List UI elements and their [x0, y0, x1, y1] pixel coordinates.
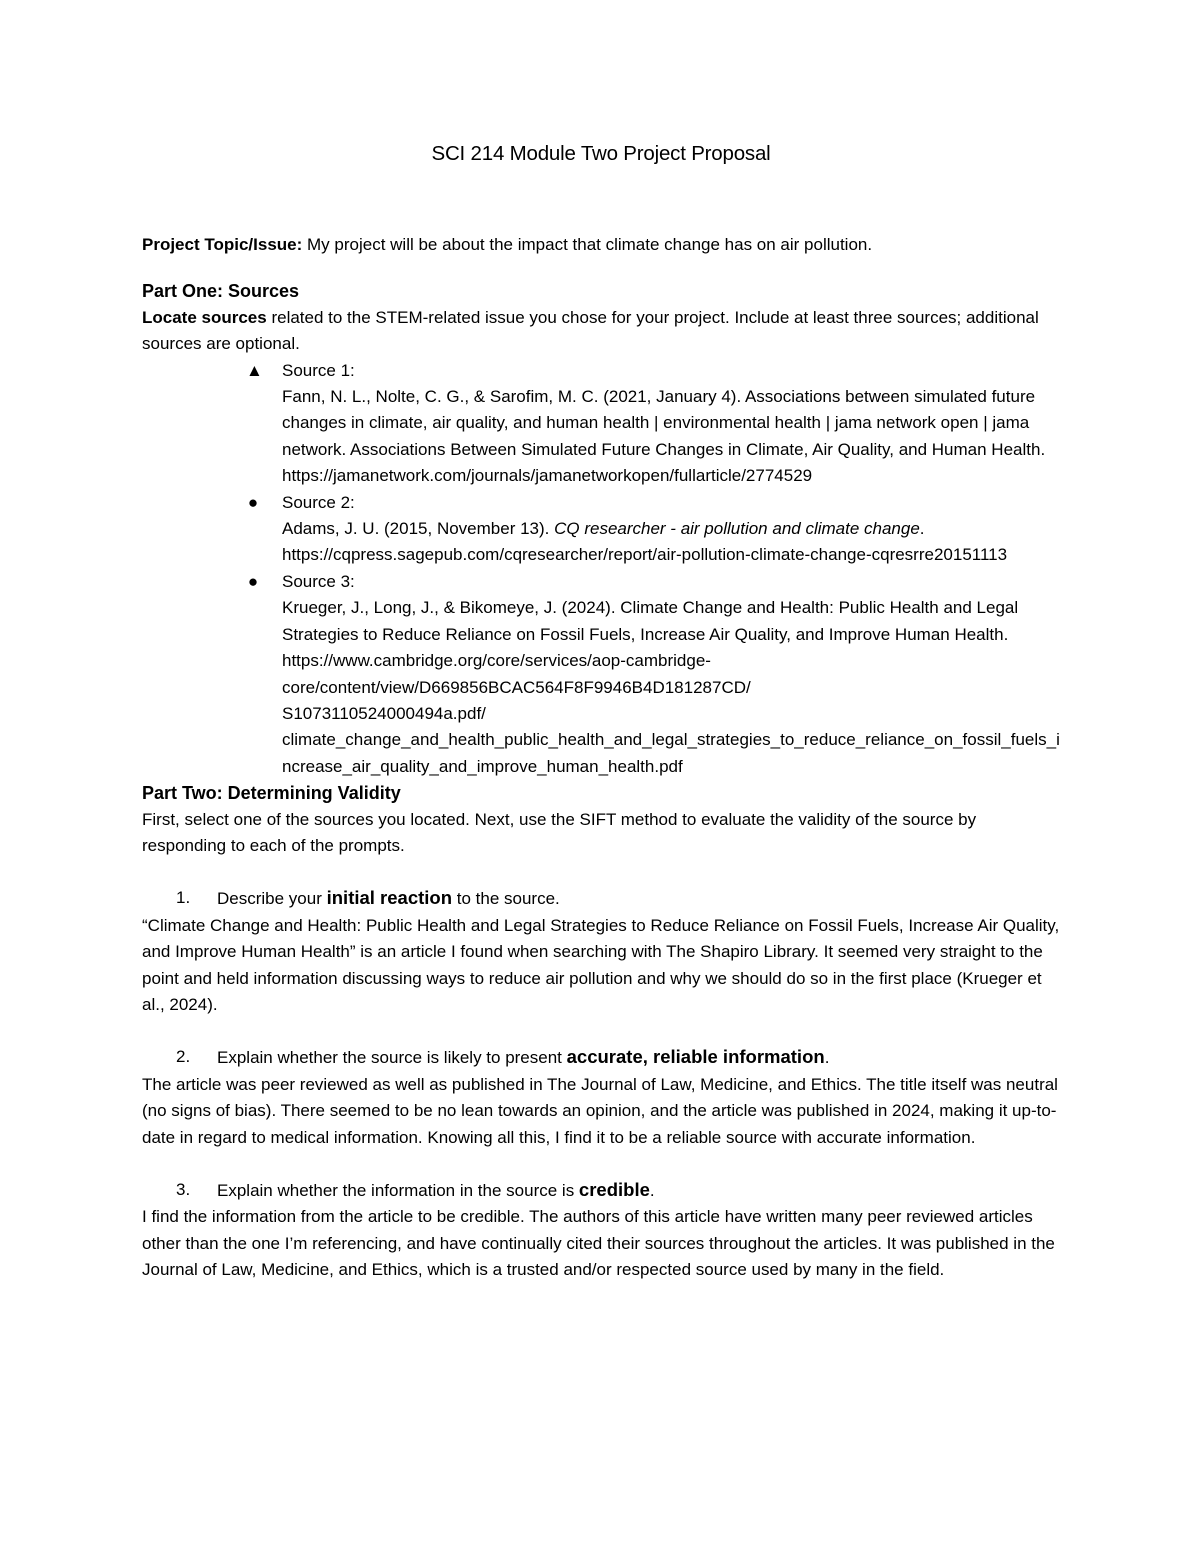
- source-item: [142, 490, 1060, 569]
- part-two-heading: Part Two: Determining Validity: [142, 783, 401, 804]
- page-title: SCI 214 Module Two Project Proposal: [431, 142, 771, 165]
- prompt-bold: initial reaction: [326, 887, 453, 909]
- citation-italic-title: CQ researcher - air pollution and climate change: [554, 519, 920, 539]
- bullet-icon: ▲: [246, 360, 263, 380]
- project-topic: [142, 232, 1060, 258]
- citation-text-end: .: [919, 519, 925, 539]
- source-url: S1073110524000494a.pdf/: [282, 703, 486, 723]
- bullet-icon: ●: [247, 492, 259, 512]
- prompt-number: 1.: [176, 888, 191, 908]
- instruction-bold: Locate sources: [142, 307, 267, 327]
- source-citation: Fann, N. L., Nolte, C. G., & Sarofim, M. C. (2021, January 4). Associations between simulated future changes in climate, air quality, and human health | environmental health | jama network open | jama network. Associations Between Simulated Future Changes in Climate, Air Quality, and Human Health.: [282, 387, 1046, 459]
- prompt-item: [142, 1044, 1060, 1071]
- sources-list: [142, 358, 1060, 781]
- source-url: https://cqpress.sagepub.com/cqresearcher/report/air-pollution-climate-change-cqresrre20151113: [282, 545, 1008, 565]
- source-label: Source 1:: [282, 360, 355, 380]
- prompt-number: 3.: [176, 1180, 191, 1199]
- prompt-text-end: to the source.: [452, 889, 560, 909]
- prompt-text: Explain whether the source is likely to present: [217, 1048, 567, 1068]
- prompt-item: [142, 1177, 1060, 1204]
- prompt-answer: “Climate Change and Health: Public Health and Legal Strategies to Reduce Reliance on Fossil Fuels, Increase Air Quality, and Improve Human Health” is an article I found when searching with The Shapiro Library. It seemed very straight to the point and held information discussing ways to reduce air pollution and why we should do so in the first place (Krueger et al., 2024).: [142, 915, 1060, 1014]
- source-url: https://jamanetwork.com/journals/jamanetworkopen/fullarticle/2774529: [282, 466, 813, 486]
- prompt-answer: I find the information from the article to be credible. The authors of this article have written many peer reviewed articles other than the one I’m referencing, and have continually cited their sources throughout the articles. It was published in the Journal of Law, Medicine, and Ethics, which is a trusted and/or respected source used by many in the field.: [142, 1207, 1055, 1280]
- prompt-number: 2.: [176, 1047, 191, 1067]
- source-item: [142, 358, 1060, 490]
- prompt-text-end: .: [649, 1181, 655, 1200]
- part-one-heading: Part One: Sources: [142, 281, 300, 302]
- topic-label: Project Topic/Issue:: [142, 235, 303, 254]
- source-citation: [282, 516, 1060, 542]
- prompt-text: Describe your: [217, 889, 327, 909]
- bullet-icon: ●: [247, 571, 259, 591]
- source-item: [142, 569, 1060, 780]
- prompt-text-end: .: [824, 1048, 830, 1068]
- prompt-answer: The article was peer reviewed as well as published in The Journal of Law, Medicine, and Ethics. The title itself was neutral (no signs of bias). There seemed to be no lean towards an opinion, and the article was published in 2024, making it up-to-date in regard to medical information. Knowing all this, I find it to be a reliable source with accurate information.: [142, 1074, 1058, 1147]
- prompt-text: Explain whether the information in the source is: [217, 1181, 579, 1200]
- part-one-instruction: [142, 305, 1060, 358]
- source-url: climate_change_and_health_public_health_and_legal_strategies_to_reduce_reliance_on_fossil_fuels_increase_air_quality_and_improve_human_health.pdf: [282, 730, 1060, 776]
- prompt-bold: credible: [578, 1179, 650, 1200]
- topic-text: My project will be about the impact that climate change has on air pollution.: [302, 235, 873, 254]
- source-label: Source 3:: [282, 571, 355, 591]
- citation-text: Adams, J. U. (2015, November 13).: [282, 519, 555, 539]
- source-label: Source 2:: [282, 492, 355, 512]
- instruction-rest: related to the STEM-related issue you chose for your project. Include at least three sources; additional sources are optional.: [142, 307, 1039, 354]
- part-two-intro: First, select one of the sources you located. Next, use the SIFT method to evaluate the validity of the source by responding to each of the prompts.: [142, 809, 977, 855]
- source-citation: Krueger, J., Long, J., & Bikomeye, J. (2024). Climate Change and Health: Public Health and Legal Strategies to Reduce Reliance on Fossil Fuels, Increase Air Quality, and Improve Human Health. https://www.cambridge.org/core/services/aop-cambridge-core/content/view/D669856BCAC564F8F9946B4D181287CD/: [282, 598, 1019, 697]
- prompt-bold: accurate, reliable information: [566, 1046, 825, 1068]
- prompt-item: [142, 885, 1060, 912]
